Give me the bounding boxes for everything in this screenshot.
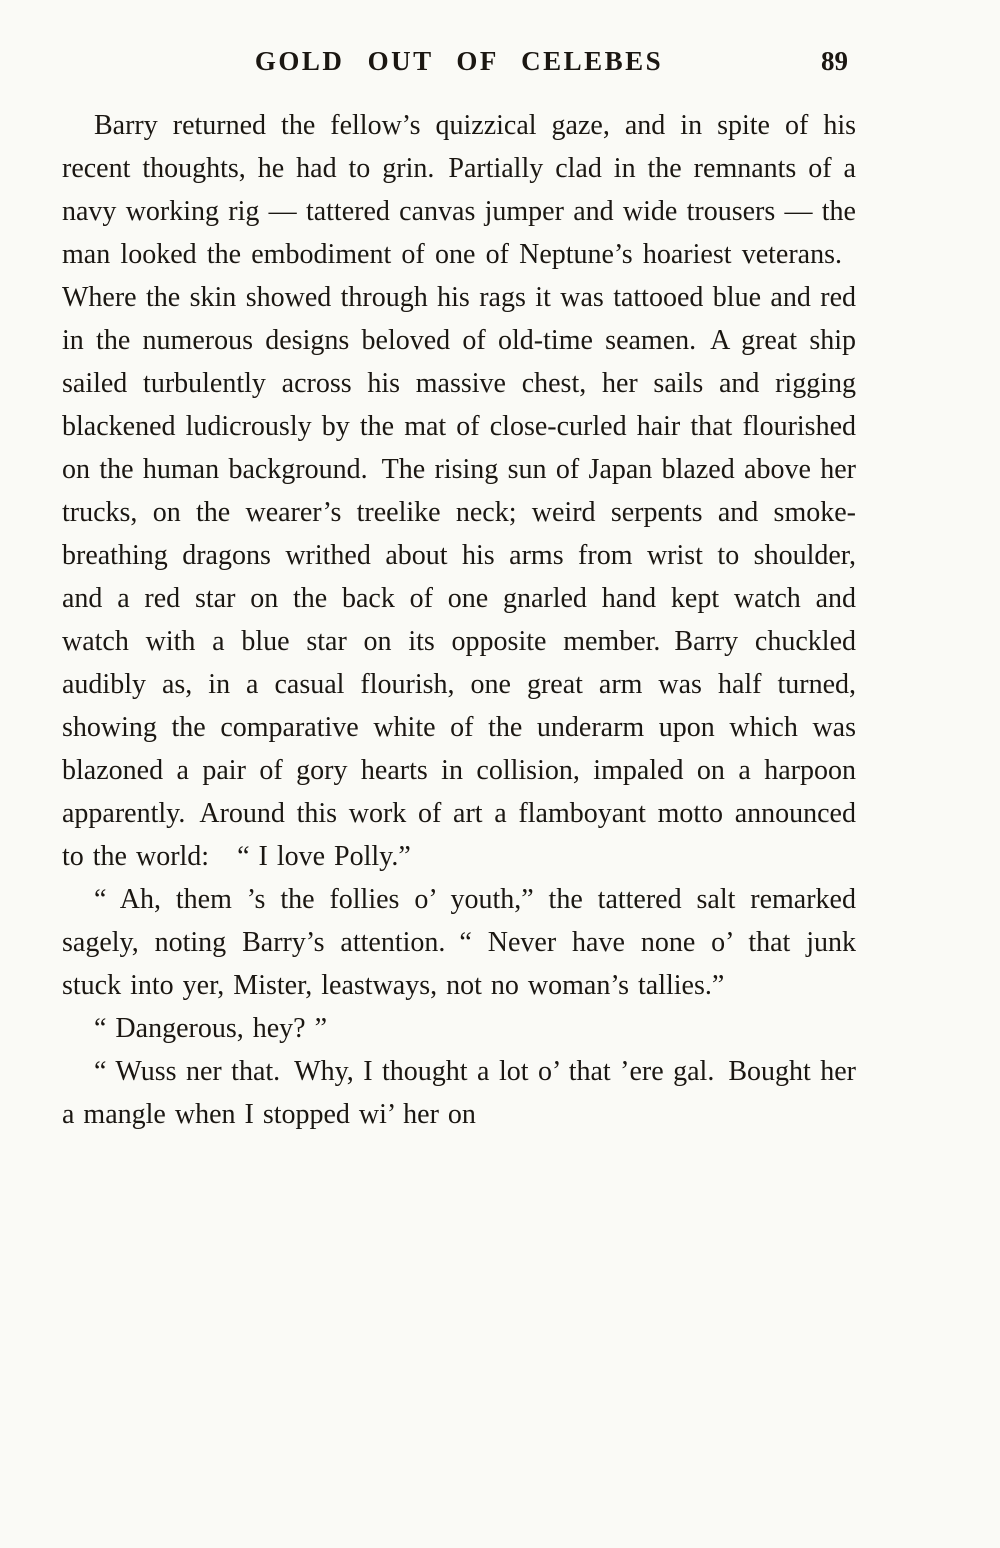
body-paragraph: Barry returned the fellow’s quizzical gaze, and in spite of his recent thoughts, he had to grin. Partially clad in the remnants of a navy working rig — tattered canvas jumper and wide trousers — the man looked the embodiment of one of Neptune’s hoariest veterans. Where the skin showed through his rags it was tattooed blue and red in the numerous designs beloved of old-time seamen. A great ship sailed turbulently across his massive chest, her sails and rigging blackened ludicrously by the mat of close-curled hair that flourished on the human background. The rising sun of Japan blazed above her trucks, on the wearer’s treelike neck; weird serpents and smoke-breathing dragons writhed about his arms from wrist to shoulder, and a red star on the back of one gnarled hand kept watch and watch with a blue star on its opposite member. Barry chuckled audibly as, in a casual flourish, one great arm was half turned, showing the comparative white of the underarm upon which was blazoned a pair of gory hearts in collision, impaled on a harpoon apparently. Around this work of art a flamboyant motto announced to the world: “ I love Polly.” — [62, 110, 856, 872]
page-body — [62, 104, 856, 1136]
body-paragraph: “ Ah, them ’s the follies o’ youth,” the tattered salt remarked sagely, noting Barry’s attention. “ Never have none o’ that junk stuck into yer, Mister, leastways, not no woman’s tallies.” — [62, 884, 856, 1001]
running-head-title: GOLD OUT OF CELEBES — [254, 46, 664, 76]
page-number: 89 — [821, 46, 848, 76]
running-header — [62, 46, 856, 88]
body-paragraph: “ Wuss ner that. Why, I thought a lot o’ that ’ere gal. Bought her a mangle when I stopped wi’ her on — [62, 1056, 856, 1130]
body-paragraph: “ Dangerous, hey? ” — [94, 1013, 328, 1044]
